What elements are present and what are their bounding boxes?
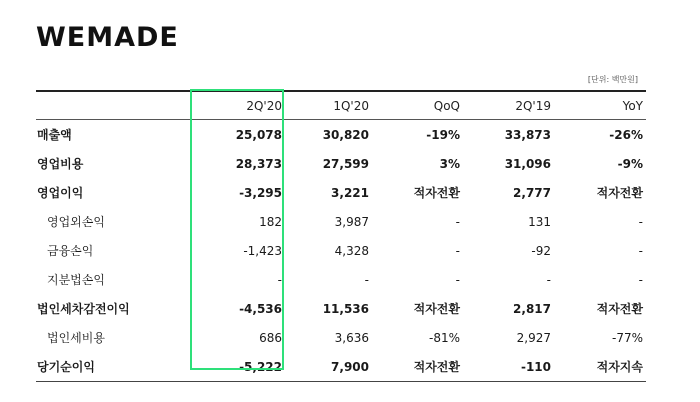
cell-1q20: 3,636: [334, 330, 369, 345]
wemade-logo: WEMADE: [36, 22, 179, 53]
cell-yoy: -: [638, 214, 643, 229]
cell-1q20: 27,599: [322, 156, 369, 171]
row-label: 법인세차감전이익: [37, 302, 130, 316]
cell-qoq: 적자전환: [413, 302, 460, 316]
table-row: [36, 149, 646, 178]
cell-2q20: -1,423: [243, 243, 282, 258]
row-label: 당기순이익: [36, 352, 190, 382]
cell-2q19: 2,927: [516, 330, 551, 345]
cell-1q20: -: [364, 272, 369, 287]
column-header-2q20: 2Q'20: [190, 91, 285, 120]
cell-2q19: -110: [463, 352, 554, 382]
table-row: [36, 265, 646, 294]
cell-yoy: -: [638, 272, 643, 287]
cell-1q20: 3,221: [331, 185, 369, 200]
cell-1q20: 7,900: [285, 352, 372, 382]
row-label: 매출액: [37, 128, 72, 142]
cell-1q20: 11,536: [322, 301, 369, 316]
cell-1q20: 30,820: [322, 127, 369, 142]
table-row: [36, 323, 646, 352]
table-body: [36, 120, 646, 382]
cell-qoq: 적자전환: [413, 186, 460, 200]
cell-2q20: 182: [259, 214, 282, 229]
table-row: [36, 294, 646, 323]
row-label: 법인세비용: [47, 331, 105, 345]
cell-2q20: 28,373: [235, 156, 282, 171]
cell-yoy: -: [638, 243, 643, 258]
cell-2q20: -4,536: [239, 301, 282, 316]
cell-qoq: -81%: [428, 330, 460, 345]
cell-qoq: -19%: [426, 127, 460, 142]
cell-2q19: 31,096: [504, 156, 551, 171]
row-label: 영업비용: [37, 157, 84, 171]
cell-2q19: -: [546, 272, 551, 287]
cell-qoq: 3%: [439, 156, 460, 171]
cell-qoq: -: [455, 272, 460, 287]
row-label: 지분법손익: [47, 273, 105, 287]
cell-2q19: 33,873: [504, 127, 551, 142]
cell-2q20: -3,295: [239, 185, 282, 200]
cell-qoq: -: [455, 243, 460, 258]
row-label: 영업외손익: [47, 215, 105, 229]
cell-yoy: -9%: [617, 156, 643, 171]
cell-yoy: 적자지속: [554, 352, 646, 382]
unit-note: [단위: 백만원]: [587, 75, 638, 84]
cell-2q20: 25,078: [235, 127, 282, 142]
cell-2q19: 2,777: [513, 185, 551, 200]
table-row: [36, 178, 646, 207]
cell-2q19: -92: [531, 243, 551, 258]
column-header-label: [36, 91, 190, 120]
row-label: 영업이익: [37, 186, 84, 200]
cell-2q19: 2,817: [513, 301, 551, 316]
cell-yoy: -26%: [609, 127, 643, 142]
column-header-qoq: QoQ: [372, 91, 463, 120]
column-header-yoy: YoY: [554, 91, 646, 120]
table-row: [36, 236, 646, 265]
column-header-2q19: 2Q'19: [463, 91, 554, 120]
cell-1q20: 3,987: [334, 214, 369, 229]
cell-2q20: 686: [259, 330, 282, 345]
cell-qoq: 적자전환: [372, 352, 463, 382]
cell-yoy: 적자전환: [596, 302, 643, 316]
cell-2q20: -5,222: [190, 352, 285, 382]
cell-2q20: -: [277, 272, 282, 287]
cell-yoy: -77%: [611, 330, 643, 345]
cell-qoq: -: [455, 214, 460, 229]
table-row: [36, 120, 646, 150]
cell-2q19: 131: [528, 214, 551, 229]
table-row: [36, 352, 646, 382]
table-row: [36, 207, 646, 236]
column-header-1q20: 1Q'20: [285, 91, 372, 120]
row-label: 금융손익: [47, 244, 94, 258]
table-header-row: [36, 91, 646, 120]
cell-1q20: 4,328: [334, 243, 369, 258]
cell-yoy: 적자전환: [596, 186, 643, 200]
financial-results-table: [36, 90, 646, 382]
